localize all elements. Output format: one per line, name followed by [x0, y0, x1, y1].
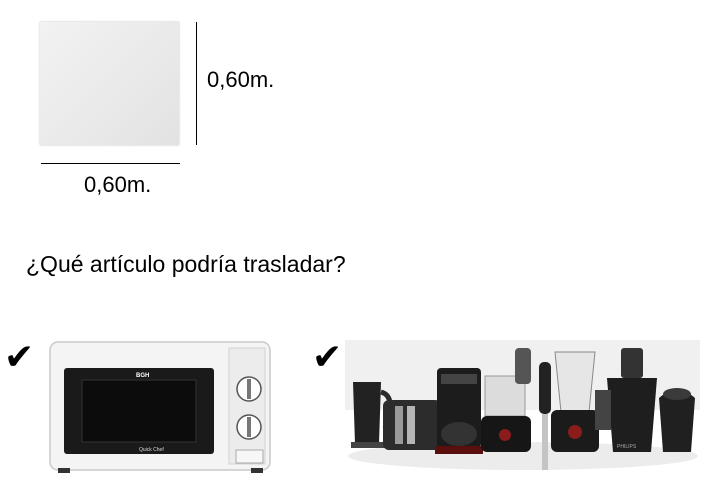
width-dimension-line [41, 163, 180, 164]
checkmark-icon: ✔ [312, 337, 343, 378]
floor-tile [40, 22, 179, 145]
microwave-model: Quick Chef [139, 447, 164, 453]
appliances-image [345, 340, 700, 480]
height-label: 0,60m. [207, 67, 275, 92]
width-label: 0,60m. [84, 172, 152, 197]
question-text: ¿Qué artículo podría trasladar? [26, 251, 346, 277]
microwave-brand: BGH [136, 373, 150, 379]
height-dimension-line [196, 22, 197, 145]
microwave-image [46, 340, 276, 475]
appliances-brand: PHILIPS [617, 444, 637, 450]
checkmark-icon: ✔ [4, 337, 35, 378]
